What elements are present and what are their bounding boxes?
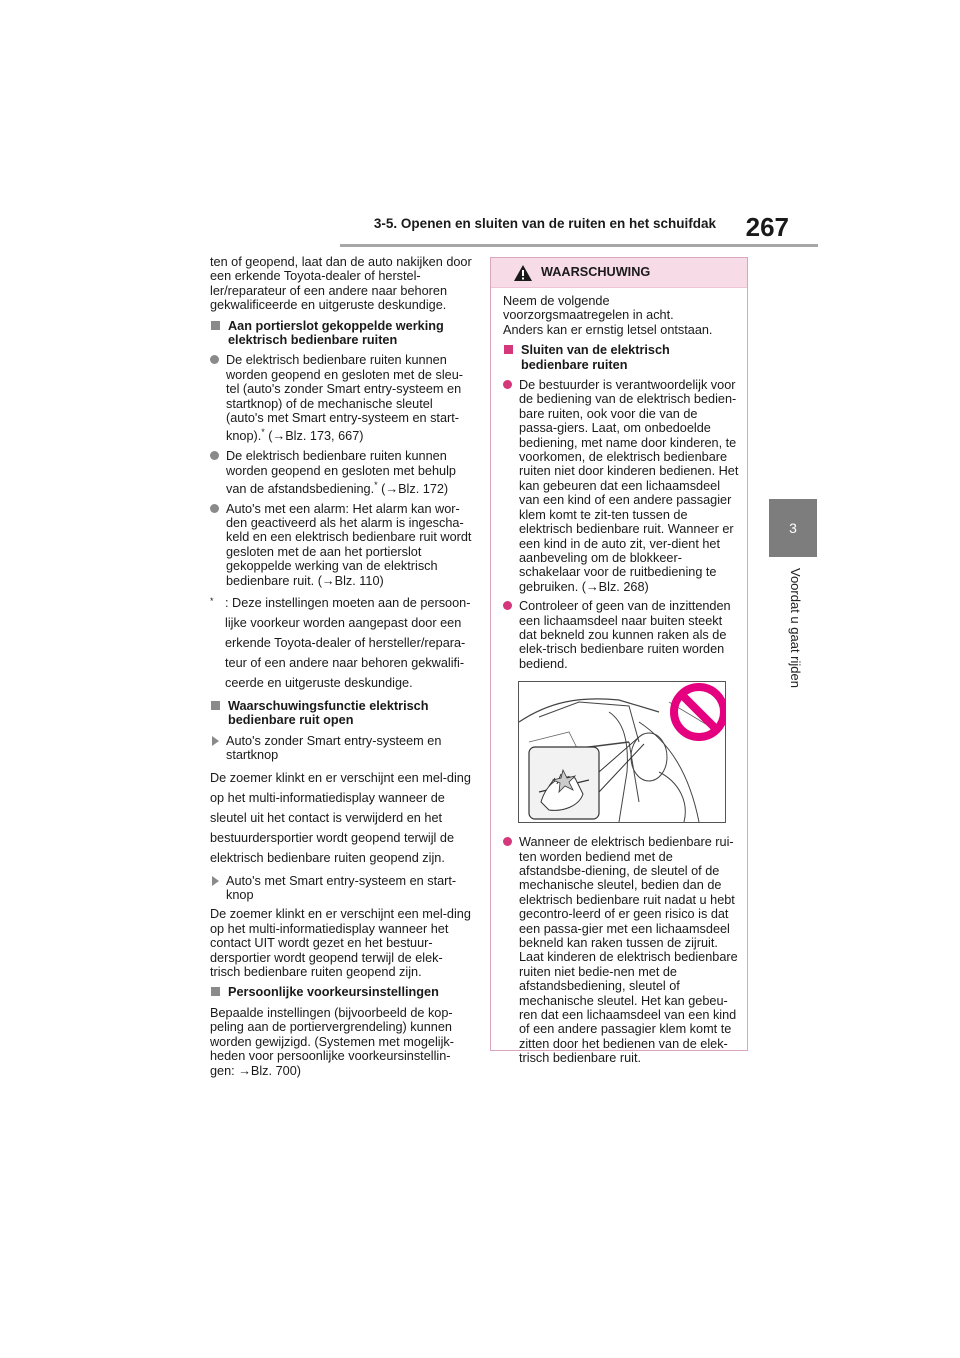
condition-item: [210, 734, 472, 763]
triangle-bullet-icon: [212, 736, 219, 746]
square-bullet-icon: [504, 345, 513, 354]
warning-body: [491, 288, 747, 1066]
hand-caught-in-window-illustration: [518, 681, 726, 823]
footnote-marker: *: [210, 596, 214, 606]
item-text: Wanneer de elektrisch bedienbare rui-ten worden bediend met de afstandsbe-diening, de sleutel of de mechanische sleutel, bedien dan de elektrisch bedienbare ruit nadat u hebt gecontro-leerd of er geen risico is dat een passa-gier met een lichaamsdeel bekneld kan raken tussen de zijruit. Laat kinderen de elektrisch bedienbare ruiten niet bedie-nen met de afstandsbediening, sleutel of mechanische sleutel. Het kan gebeu-ren dat een lichaamsdeel van een kind of een andere passagier klem komt te zitten door het bedienen van de elek-trisch bedienbare ruit.: [519, 835, 738, 1066]
heading-text: Persoonlijke voorkeursinstellingen: [228, 985, 439, 1000]
square-bullet-icon: [211, 701, 220, 710]
body-paragraph: Bepaalde instellingen (bijvoorbeeld de kop-peling aan de portiervergrendeling) kunnen worden gewijzigd. (Systemen met mogelijk-heden voor persoonlijke voorkeursinstellin-gen: →Blz. 700): [210, 1005, 454, 1078]
item-text: Controleer of geen van de inzittenden een lichaamsdeel naar buiten steekt dat bekneld zou kunnen raken als de elek-trisch bedienbare ruiten worden bediend.: [519, 599, 731, 671]
condition-text: Auto's met Smart entry-systeem en start-knop: [226, 873, 457, 903]
list-item: [210, 353, 472, 444]
list-item: [210, 449, 472, 496]
heading-text: Aan portierslot gekoppelde werking elektrisch bedienbare ruiten: [228, 318, 444, 348]
left-column: [210, 255, 472, 1084]
heading-text: Sluiten van de elektrisch bedienbare ruiten: [521, 343, 670, 372]
warning-intro: Neem de volgende voorzorgsmaatregelen in acht.: [503, 294, 674, 323]
triangle-bullet-icon: [212, 876, 219, 886]
section-title: 3-5. Openen en sluiten van de ruiten en het schuifdak: [373, 216, 716, 231]
header-rule: [340, 244, 818, 247]
round-bullet-icon: [210, 355, 219, 364]
page-reference: (→Blz. 173, 667): [264, 429, 364, 444]
section-heading: [210, 699, 472, 728]
condition-text: Auto's zonder Smart entry-systeem en startknop: [226, 733, 442, 763]
round-bullet-icon: [503, 837, 512, 846]
warning-item: [503, 378, 739, 594]
chapter-tab: 3: [769, 499, 817, 557]
item-text: De elektrisch bedienbare ruiten kunnen worden geopend en gesloten met behulp van de afstandsbediening.: [226, 449, 456, 497]
warning-title: WAARSCHUWING: [541, 265, 651, 279]
illustration-drawing: [519, 682, 725, 822]
round-bullet-icon: [210, 451, 219, 460]
chapter-label: Voordat u gaat rijden: [788, 568, 803, 688]
footnote-text: : Deze instellingen moeten aan de persoon-lijke voorkeur worden aangepast door een erkende Toyota-dealer of hersteller/repara-teur of een andere naar behoren gekwalifi-ceerde en uitgeruste deskundige.: [225, 596, 471, 690]
round-bullet-icon: [503, 601, 512, 610]
round-bullet-icon: [210, 504, 219, 513]
warning-triangle-icon: [513, 264, 533, 282]
page-reference: (→Blz. 172): [377, 482, 449, 497]
warning-item: [503, 835, 739, 1066]
footnote: [210, 593, 472, 693]
warning-intro-2: Anders kan er ernstig letsel ontstaan.: [503, 322, 713, 337]
square-bullet-icon: [211, 321, 220, 330]
section-heading: [210, 985, 472, 999]
round-bullet-icon: [503, 380, 512, 389]
warning-box: [490, 257, 748, 1066]
warning-item: [503, 599, 739, 671]
warning-heading: [503, 343, 739, 372]
item-text: Auto's met een alarm: Het alarm kan wor-den geactiveerd als het alarm is ingescha-keld en een elektrisch bedienbare ruit wordt gesloten met de aan het portierslot gekoppelde werking van de elektrisch bedienbare ruit. (→Blz. 110): [226, 501, 472, 588]
warning-header: [491, 258, 747, 288]
body-paragraph: De zoemer klinkt en er verschijnt een mel-ding op het multi-informatiedisplay wanneer de sleutel uit het contact is verwijderd en het bestuurdersportier wordt geopend terwijl de elektrisch bedienbare ruiten geopend zijn.: [210, 770, 471, 865]
item-text: De bestuurder is verantwoordelijk voor de bediening van de elektrisch bedien-bare ruiten, ook voor die van de passa-giers. Laat, om onbedoelde bediening, met name door kinderen, te voorkomen, de elektrisch bedienbare ruiten niet door kinderen bedienen. Het kan gebeuren dat een lichaamsdeel van een kind of een andere passagier klem komt te zit-ten tussen de elektrisch bedienbare ruit. Wanneer er een kind in de auto zit, ver-dient het aanbeveling om de blokkeer-schakelaar voor de ruitbediening te gebruiken. (→Blz. 268): [519, 378, 739, 594]
section-heading: [210, 319, 472, 348]
item-text: De elektrisch bedienbare ruiten kunnen worden geopend en gesloten met de sleu-tel (auto's zonder Smart entry-systeem en startknop) of de mechanische sleutel (auto's met Smart entry-systeem en start-knop).: [226, 353, 463, 444]
body-paragraph: De zoemer klinkt en er verschijnt een mel-ding op het multi-informatiedisplay wanneer het contact UIT wordt gezet en het bestuur-dersportier wordt geopend terwijl de elek-trisch bedienbare ruiten geopend zijn.: [210, 907, 471, 980]
heading-text: Waarschuwingsfunctie elektrisch bedienbare ruit open: [228, 699, 429, 728]
square-bullet-icon: [211, 987, 220, 996]
footnote-marker: *: [374, 479, 378, 490]
list-item: [210, 502, 472, 588]
footnote-marker: *: [261, 427, 265, 438]
intro-paragraph: ten of geopend, laat dan de auto nakijken door een erkende Toyota-dealer of herstel-ler/reparateur of een andere naar behoren gekwalificeerde en uitgeruste deskundige.: [210, 255, 472, 313]
page-number: 267: [745, 212, 789, 242]
condition-item: [210, 874, 472, 903]
